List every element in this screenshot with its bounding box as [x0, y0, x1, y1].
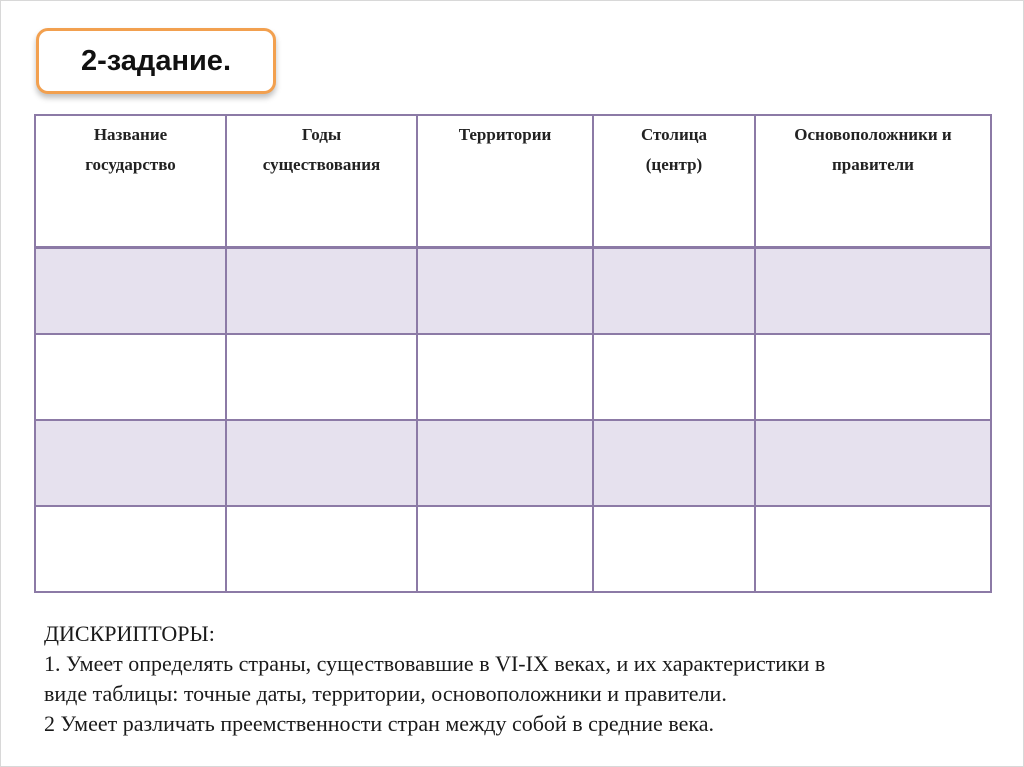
table-cell[interactable] — [755, 334, 991, 420]
header-text-line: правители — [832, 155, 914, 174]
header-years — [226, 115, 417, 248]
descriptor-line: 2 Умеет различать преемственности стран между собой в средние века. — [44, 711, 714, 736]
header-state-name — [35, 115, 226, 248]
table-cell[interactable] — [35, 334, 226, 420]
descriptor-line: 1. Умеет определять страны, существовавшие в VI-IX веках, и их характеристики в — [44, 651, 826, 676]
table-cell[interactable] — [226, 248, 417, 335]
history-table — [34, 114, 992, 593]
header-text-line: Столица — [640, 125, 708, 144]
table-cell[interactable] — [226, 334, 417, 420]
table-cell[interactable] — [35, 420, 226, 506]
task-title-box — [36, 28, 276, 94]
table-row — [35, 334, 991, 420]
descriptors-heading: ДИСКРИПТОРЫ: — [44, 621, 215, 646]
table-cell[interactable] — [226, 506, 417, 592]
header-text-line: Основоположники и — [794, 125, 952, 144]
table-cell[interactable] — [35, 506, 226, 592]
header-capital — [593, 115, 755, 248]
header-text-line: Название — [93, 125, 168, 144]
table-cell[interactable] — [593, 420, 755, 506]
table-cell[interactable] — [593, 248, 755, 335]
header-founders-rulers — [755, 115, 991, 248]
table-row — [35, 420, 991, 506]
table-cell[interactable] — [417, 334, 593, 420]
header-territories — [417, 115, 593, 248]
table-cell[interactable] — [417, 506, 593, 592]
table-cell[interactable] — [755, 248, 991, 335]
header-text-line: Территории — [458, 125, 552, 144]
header-text-line: Годы — [301, 125, 342, 144]
header-text-line: (центр) — [645, 155, 703, 174]
table-header-row — [35, 115, 991, 248]
table-cell[interactable] — [417, 420, 593, 506]
task-title: 2-задание. — [80, 44, 231, 77]
table-cell[interactable] — [755, 420, 991, 506]
table-cell[interactable] — [593, 506, 755, 592]
header-text-line: существования — [262, 155, 381, 174]
table-cell[interactable] — [593, 334, 755, 420]
table-cell[interactable] — [755, 506, 991, 592]
table-cell[interactable] — [417, 248, 593, 335]
table-cell[interactable] — [226, 420, 417, 506]
header-text-line: государство — [85, 155, 176, 174]
descriptor-line: виде таблицы: точные даты, территории, основоположники и правители. — [44, 681, 727, 706]
table-cell[interactable] — [35, 248, 226, 335]
table-row — [35, 248, 991, 335]
table-row — [35, 506, 991, 592]
descriptors-block — [44, 619, 984, 739]
